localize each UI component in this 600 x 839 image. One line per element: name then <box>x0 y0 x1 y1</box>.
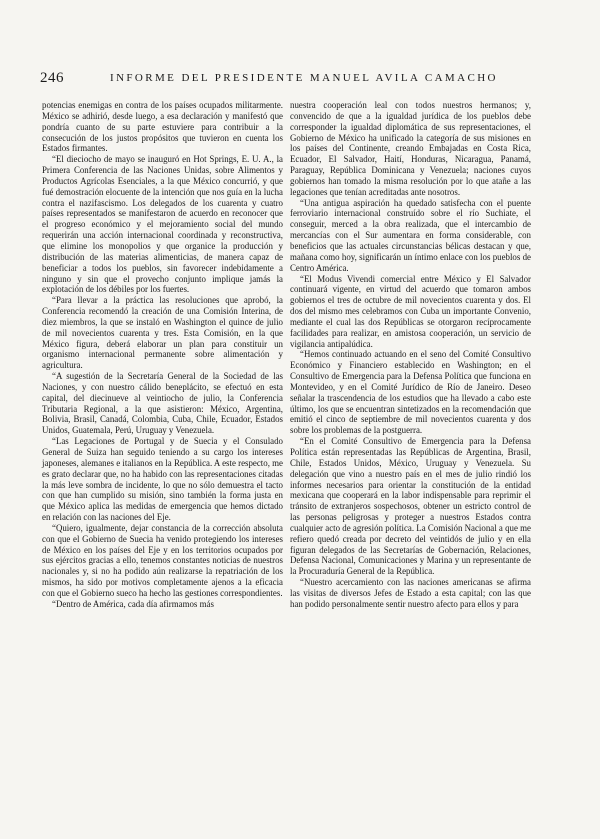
paragraph: “Las Legaciones de Portugal y de Suecia y el Consulado General de Suiza han seguido teniendo a su cargo los intereses japoneses, alemanes e italianos en la República. A este respecto, me es grato declarar que, no ha habido con las representaciones citadas la más leve sombra de incidente, lo que no sólo demuestra el tacto con que han cumplido su misión, sino también la forma justa en que México aplica las medidas de emergencia que hemos dictado en relación con las naciones del Eje. <box>42 436 283 523</box>
paragraph: “En el Comité Consultivo de Emergencia para la Defensa Política están representadas las Repúblicas de Argentina, Brasil, Chile, Estados Unidos, México, Uruguay y Venezuela. Su delegación que vino a nuestro país en el mes de julio rindió los informes necesarios para orientar la constitución de la entidad mexicana que cooperará en la labor indispensable para reprimir el tránsito de extranjeros sospechosos, obtener un estricto control de las personas peligrosas y proteger a nuestros Estados contra cualquier acto de agresión política. La Comisión Nacional a que me refiero quedó creada por decreto del veintidós de julio y en ella figuran delegados de las Secretarías de Gobernación, Relaciones, Defensa Nacional, Comunicaciones y Marina y un representante de la Procuraduría General de la República. <box>290 436 531 577</box>
page-number: 246 <box>40 70 64 86</box>
paragraph: “Una antigua aspiración ha quedado satisfecha con el puente ferroviario internacional construído sobre el río Suchiate, el conseguir, merced a la obra realizada, que el intercambio de mercancías con el Sur aumentara en forma considerable, con beneficios que las actuales circunstancias bélicas destacan y que, mañana como hoy, significarán un íntimo enlace con los pueblos de Centro América. <box>290 197 531 273</box>
paragraph: potencias enemigas en contra de los países ocupados militarmente. México se adhirió, desde luego, a esa declaración y manifestó que pondría cuanto de su parte estuviere para contribuir a la consecución de los justos propósitos que tuvieron en cuenta los Estados firmantes. <box>42 100 283 154</box>
left-column <box>42 100 283 610</box>
paragraph: “Hemos continuado actuando en el seno del Comité Consultivo Económico y Financiero establecido en Washington; en el Consultivo de Emergencia para la Defensa Política que funciona en Montevideo, y en el Comité Jurídico de Río de Janeiro. Deseo señalar la trascendencia de los estudios que ha llevado a cabo este último, los que se encuentran sintetizados en la recomendación que emitió el cinco de septiembre de mil novecientos cuarenta y dos sobre los problemas de la postguerra. <box>290 349 531 436</box>
paragraph: “Quiero, igualmente, dejar constancia de la corrección absoluta con que el Gobierno de Suecia ha venido protegiendo los intereses de México en los países del Eje y en los territorios ocupados por sus ejércitos gracias a ello, tenemos constantes noticias de nuestros nacionales y, si no ha podido aún realizarse la repatriación de los mismos, ha sido por motivos completamente ajenos a la eficacia con que el Gobierno sueco ha hecho las gestiones correspondientes. <box>42 522 283 598</box>
paragraph: “El dieciocho de mayo se inauguró en Hot Springs, E. U. A., la Primera Conferencia de las Naciones Unidas, sobre Alimentos y Productos Agrícolas Esenciales, a la que México concurrió, y que fué demostración elocuente de la intención que nos guía en la lucha contra el nazifascismo. Los delegados de los cuarenta y cuatro países representados se manifestaron de acuerdo en reconocer que el progreso económico y el mejoramiento social del mundo requerirán una acción internacional coordinada y reconstructiva, que elimine los monopolios y que organice la producción y distribución de las materias alimenticias, de manera capaz de beneficiar a todos los pueblos, sin favorecer indebidamente a ninguno y sin que el provecho conjunto implique jamás la explotación de los débiles por los fuertes. <box>42 154 283 295</box>
paragraph: “Nuestro acercamiento con las naciones americanas se afirma las visitas de diversos Jefes de Estado a esta capital; con las que han podido personalmente sentir nuestro afecto para ellos y para <box>290 577 531 609</box>
paragraph: nuestra cooperación leal con todos nuestros hermanos; y, convencido de que a la igualdad jurídica de los pueblos debe corresponder la igualdad diplomática de sus representaciones, el Gobierno de México ha unificado la categoría de sus misiones en los países del Continente, creando Embajadas en Costa Rica, Ecuador, El Salvador, Haití, Honduras, Nicaragua, Panamá, Paraguay, República Dominicana y Venezuela; naciones cuyos gobiernos han tomado la misma resolución por lo que atañe a las legaciones que tenían acreditadas ante nosotros. <box>290 100 531 197</box>
paragraph: “Dentro de América, cada día afirmamos más <box>52 598 214 609</box>
paragraph: “A sugestión de la Secretaría General de la Sociedad de las Naciones, y con nuestro cálido beneplácito, se efectuó en esta capital, del diecinueve al veintiocho de julio, la Conferencia Tributaria Regional, a la que asistieron: México, Argentina, Bolivia, Brasil, Canadá, Colombia, Cuba, Chile, Ecuador, Estados Unidos, Guatemala, Perú, Uruguay y Venezuela. <box>42 371 283 436</box>
running-head: INFORME DEL PRESIDENTE MANUEL AVILA CAMACHO <box>110 72 498 84</box>
paragraph: “Para llevar a la práctica las resoluciones que aprobó, la Conferencia recomendó la creación de una Comisión Interina, de diez miembros, la que se instaló en Washington el quince de julio de mil novecientos cuarenta y tres. Esta Comisión, en la que México figura, deberá elaborar un plan para constituir un organismo internacional permanente sobre alimentación y agricultura. <box>42 295 283 371</box>
paragraph: “El Modus Vivendi comercial entre México y El Salvador continuará vigente, en virtud del acuerdo que tomaron ambos gobiernos el tres de octubre de mil novecientos cuarenta y dos. El dos del mismo mes celebramos con Cuba un importante Convenio, mediante el cual las dos Repúblicas se otorgaron recíprocamente facilidades para realizar, en amistosa cooperación, un servicio de vigilancia antipalúdica. <box>290 273 531 349</box>
right-column <box>290 100 531 610</box>
